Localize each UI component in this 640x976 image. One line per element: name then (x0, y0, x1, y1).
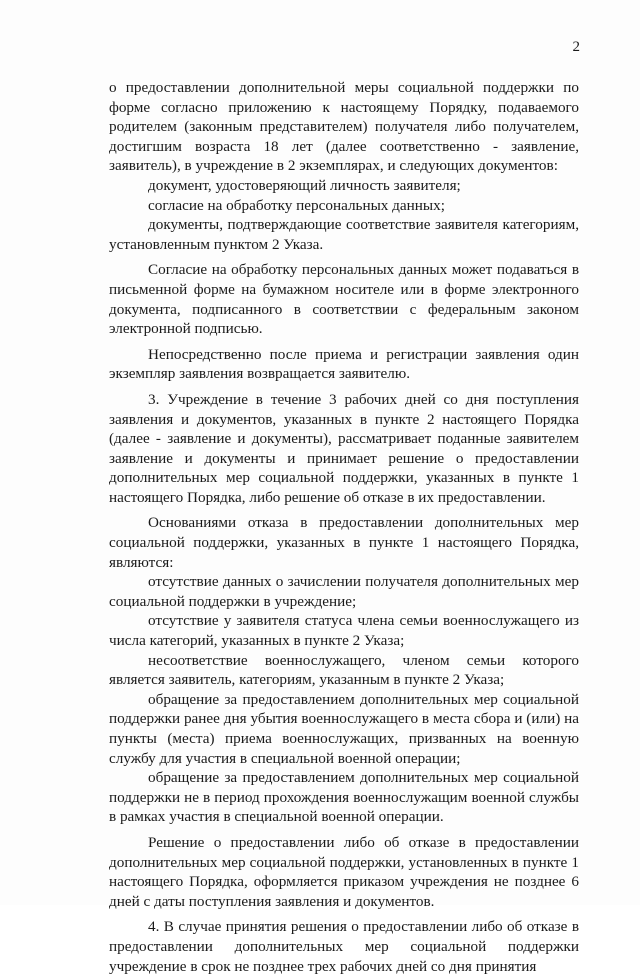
list-item: обращение за предоставлением дополнительных мер социальной поддержки не в период прохождения военнослужащим военной службы в рамках участия в специальной военной операции. (109, 769, 579, 826)
list-item: согласие на обработку персональных данных; (148, 196, 445, 214)
paragraph: Непосредственно после приема и регистрации заявления один экземпляр заявления возвращается заявителю. (109, 345, 579, 383)
list-item: документы, подтверждающие соответствие заявителя категориям, установленным пунктом 2 Указа. (109, 216, 579, 253)
list-item: отсутствие данных о зачислении получателя дополнительных мер социальной поддержки в учреждение; (109, 573, 579, 610)
paragraph: Основаниями отказа в предоставлении дополнительных мер социальной поддержки, указанных в пункте 1 настоящего Порядка, являются: (109, 514, 579, 571)
paragraph: о предоставлении дополнительной меры социальной поддержки по форме согласно приложению к настоящему Порядку, подаваемого родителем (законным представителем) получателя либо получателем, достигшим возраста 18 лет (далее соответственно - заявление, заявитель), в учреждение в 2 экземплярах, и следующих документов: (109, 79, 579, 175)
list-item: обращение за предоставлением дополнительных мер социальной поддержки ранее дня убытия военнослужащего в места сбора и (или) на пункты (места) приема военнослужащих, призванных на военную службу для участия в специальной военной операции; (109, 690, 579, 767)
paragraph: Решение о предоставлении либо об отказе в предоставлении дополнительных мер социальной поддержки, установленных в пункте 1 настоящего Порядка, оформляется приказом учреждения не позднее 6 дней с даты поступления заявления и документов. (109, 833, 579, 910)
paragraph: 4. В случае принятия решения о предоставлении либо об отказе в предоставлении дополнительных мер социальной поддержки учреждение в срок не позднее трех рабочих дней со дня принятия (109, 918, 579, 975)
list-item: документ, удостоверяющий личность заявителя; (148, 176, 461, 194)
page-number: 2 (572, 39, 580, 55)
paragraph: Согласие на обработку персональных данных может подаваться в письменной форме на бумажном носителе или в форме электронного документа, подписанного в соответствии с федеральным законом электронной подписью. (109, 261, 579, 338)
document-body (109, 78, 579, 976)
paragraph: 3. Учреждение в течение 3 рабочих дней со дня поступления заявления и документов, указанных в пункте 2 настоящего Порядка (далее - заявление и документы), рассматривает поданные заявителем заявление и документы и принимает решение о предоставлении дополнительных мер социальной поддержки, указанных в пункте 1 настоящего Порядка, либо решение об отказе в их предоставлении. (109, 390, 579, 506)
list-item: несоответствие военнослужащего, членом семьи которого является заявитель, категориям, указанным в пункте 2 Указа; (109, 651, 579, 689)
list-item: отсутствие у заявителя статуса члена семьи военнослужащего из числа категорий, указанных в пункте 2 Указа; (109, 612, 579, 650)
